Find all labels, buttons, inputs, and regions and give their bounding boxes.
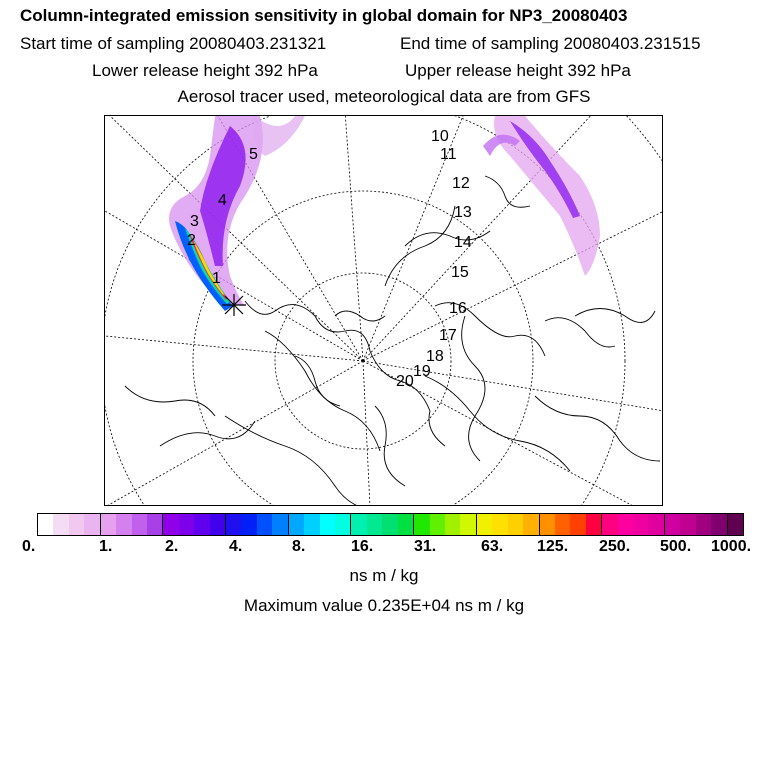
colorbar-segment <box>711 514 727 535</box>
colorbar-segment <box>210 514 226 535</box>
colorbar-tick-label: 1. <box>99 538 113 555</box>
colorbar-segment <box>648 514 664 535</box>
meridians <box>105 116 663 506</box>
colorbar-segment <box>618 514 633 535</box>
colorbar-segment <box>445 514 460 535</box>
day-label: 16 <box>449 300 467 317</box>
colorbar-segment <box>179 514 194 535</box>
day-label: 2 <box>187 232 196 249</box>
day-label: 11 <box>440 146 457 163</box>
colorbar-segment <box>194 514 209 535</box>
colorbar-segment <box>147 514 163 535</box>
day-label: 5 <box>249 146 258 163</box>
colorbar-tick-label: 0. <box>22 538 36 555</box>
emission-plume-east <box>483 116 600 276</box>
day-label: 18 <box>426 348 444 365</box>
colorbar-segment <box>460 514 476 535</box>
colorbar-segment <box>492 514 507 535</box>
colorbar-segment <box>320 514 335 535</box>
colorbar-segment <box>335 514 351 535</box>
colorbar-segment <box>633 514 648 535</box>
colorbar-segment <box>257 514 272 535</box>
tracer-note: Aerosol tracer used, meteorological data are from GFS <box>177 87 591 106</box>
day-label: 13 <box>454 204 472 221</box>
start-time: Start time of sampling 20080403.231321 <box>20 34 327 53</box>
day-label: 12 <box>452 175 470 192</box>
colorbar-segment <box>38 514 53 535</box>
plot-title: Column-integrated emission sensitivity in global domain for NP3_20080403 <box>20 6 628 25</box>
end-time: End time of sampling 20080403.231515 <box>400 34 701 53</box>
release-heights <box>92 61 768 81</box>
day-label: 19 <box>413 363 431 380</box>
colorbar-tick-label: 125. <box>537 538 569 555</box>
colorbar-segment <box>414 514 429 535</box>
colorbar-segment <box>101 514 116 535</box>
colorbar-segment <box>398 514 414 535</box>
colorbar-segment <box>382 514 397 535</box>
release-location-marker <box>222 294 246 316</box>
colorbar-tick-label: 250. <box>599 538 631 555</box>
colorbar-segment <box>665 514 680 535</box>
maximum-value: Maximum value 0.235E+04 ns m / kg <box>243 596 525 615</box>
colorbar-segment <box>116 514 131 535</box>
colorbar-segment <box>272 514 288 535</box>
upper-release-height: Upper release height 392 hPa <box>405 61 631 80</box>
lower-release-height: Lower release height 392 hPa <box>92 61 318 80</box>
colorbar-unit: ns m / kg <box>349 566 419 585</box>
colorbar <box>37 513 744 536</box>
sampling-times <box>20 34 768 54</box>
colorbar-segment <box>289 514 304 535</box>
colorbar-tick-label: 500. <box>660 538 692 555</box>
day-label: 1 <box>212 270 221 287</box>
colorbar-segment <box>367 514 382 535</box>
colorbar-segment <box>69 514 84 535</box>
colorbar-segment <box>477 514 492 535</box>
latitude-circles <box>105 116 663 506</box>
polar-map <box>104 115 663 506</box>
colorbar-segment <box>304 514 319 535</box>
day-label: 14 <box>454 234 472 251</box>
colorbar-segment <box>523 514 539 535</box>
colorbar-tick-label: 63. <box>481 538 504 555</box>
colorbar-segment <box>241 514 256 535</box>
colorbar-tick-label: 2. <box>165 538 179 555</box>
map-canvas <box>105 116 663 506</box>
colorbar-segment <box>570 514 585 535</box>
colorbar-tick-label: 31. <box>414 538 437 555</box>
colorbar-segment <box>163 514 178 535</box>
colorbar-segment <box>696 514 711 535</box>
colorbar-segment <box>555 514 570 535</box>
colorbar-segment <box>53 514 68 535</box>
colorbar-segment <box>508 514 523 535</box>
colorbar-tick-label: 4. <box>229 538 243 555</box>
colorbar-segment <box>602 514 617 535</box>
colorbar-segment <box>430 514 445 535</box>
colorbar-tick-label: 1000. <box>711 538 752 555</box>
day-label: 15 <box>451 264 469 281</box>
colorbar-segment <box>586 514 602 535</box>
day-label: 17 <box>439 327 457 344</box>
colorbar-tick-label: 16. <box>351 538 374 555</box>
colorbar-tick-label: 8. <box>292 538 306 555</box>
colorbar-segment <box>680 514 695 535</box>
day-label: 4 <box>218 192 227 209</box>
day-label: 3 <box>190 213 199 230</box>
colorbar-segment <box>728 514 743 535</box>
colorbar-segment <box>540 514 555 535</box>
colorbar-segment <box>226 514 241 535</box>
colorbar-segment <box>351 514 366 535</box>
day-label: 20 <box>396 373 414 390</box>
day-label: 10 <box>431 128 449 145</box>
colorbar-segment <box>132 514 147 535</box>
colorbar-segment <box>84 514 100 535</box>
